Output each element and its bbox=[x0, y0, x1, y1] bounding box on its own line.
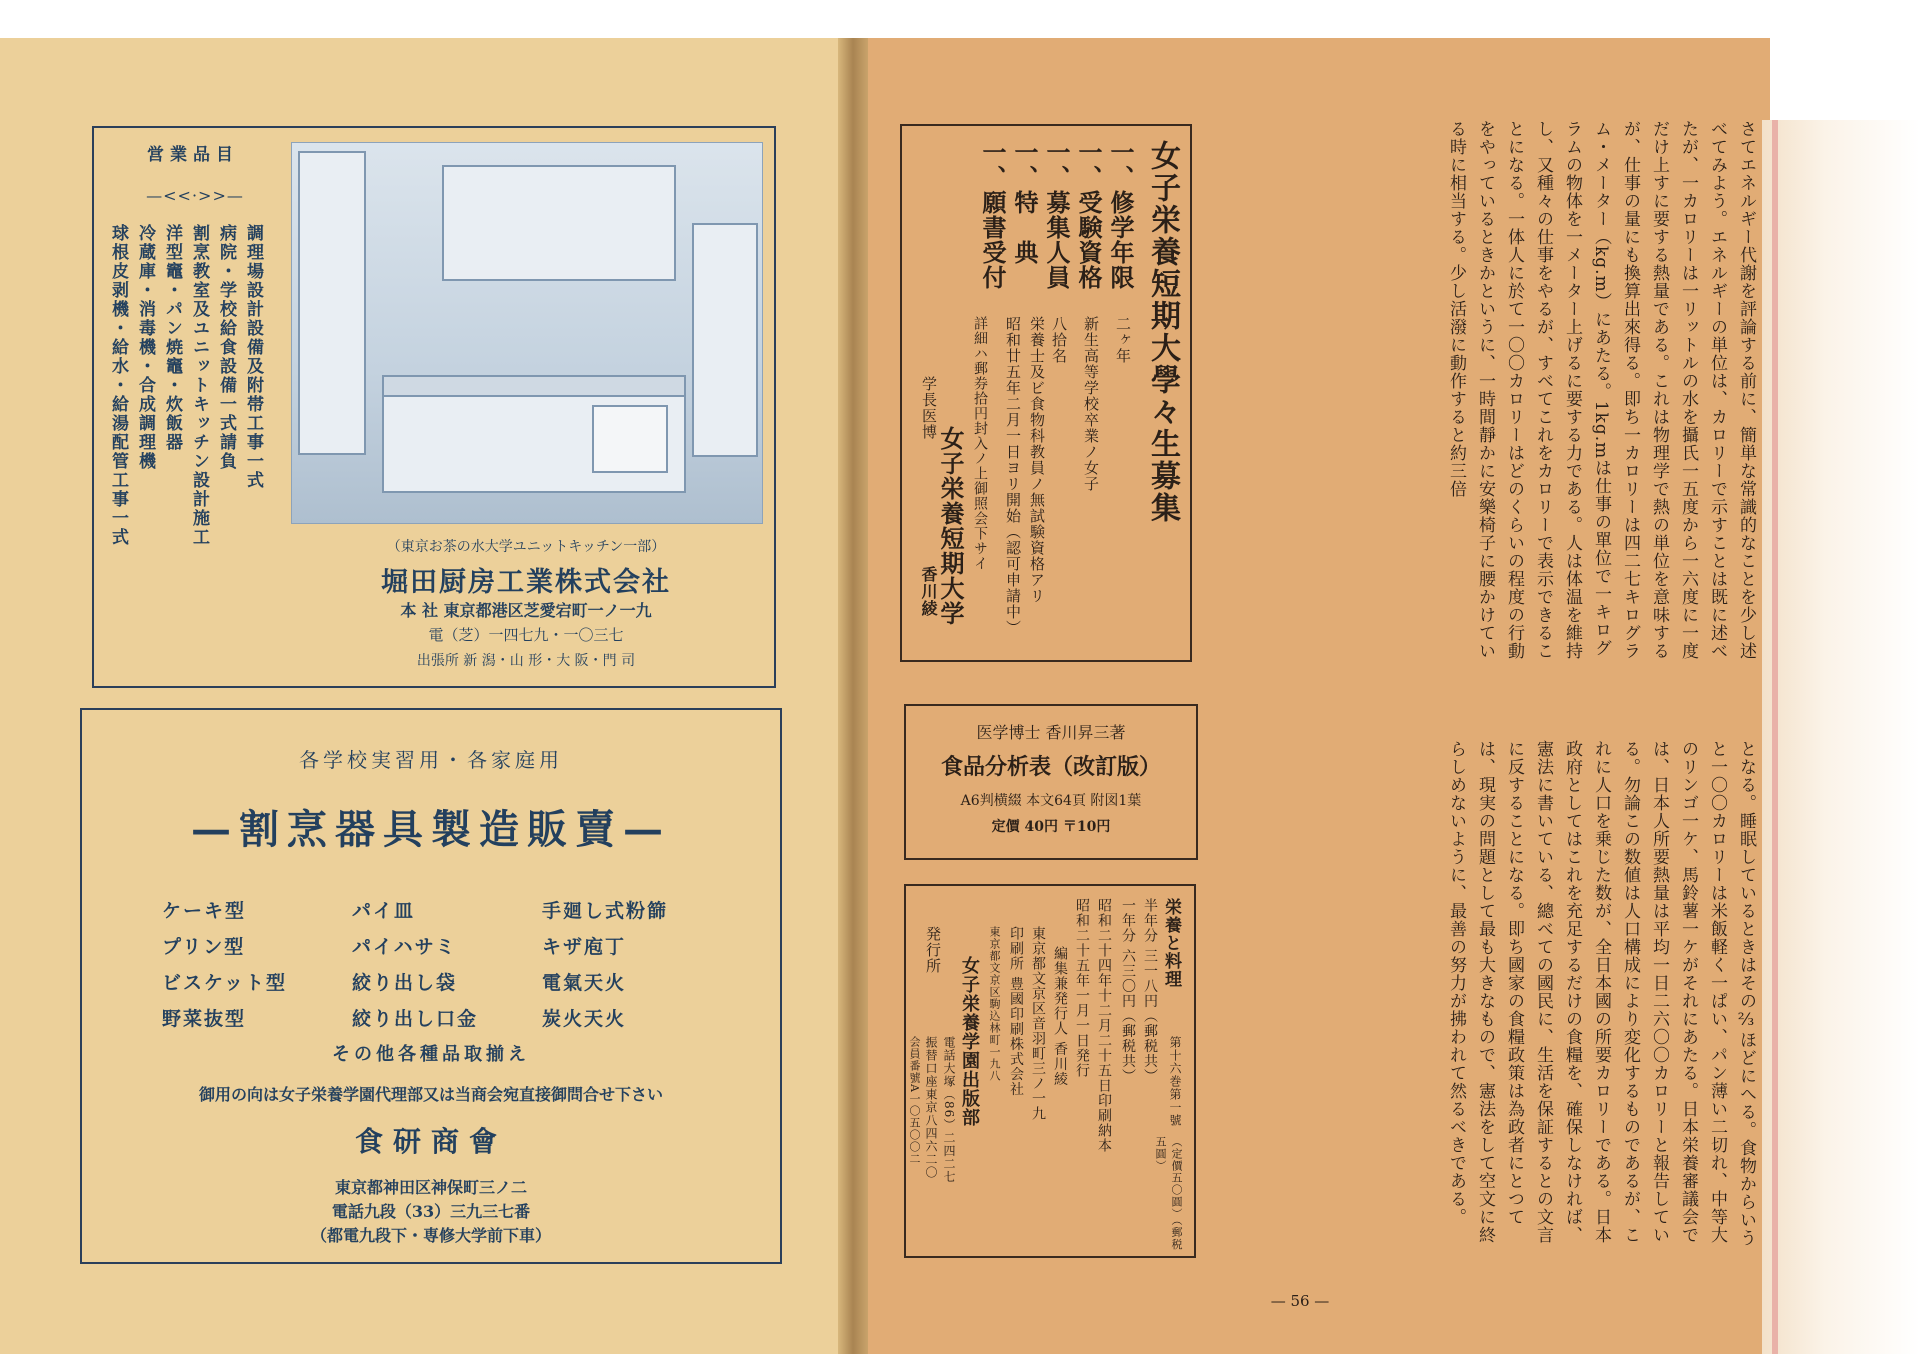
book-gutter bbox=[838, 38, 868, 1354]
recruit-heading: 一、願書受付 bbox=[978, 140, 1007, 290]
shop-phone: 電話九段（33）三九三七番 bbox=[331, 1202, 531, 1221]
product-row bbox=[162, 896, 732, 932]
member-number: 会員番號A一〇五〇〇二 bbox=[908, 1036, 921, 1165]
publisher-phone: 電話大塚（86）二四二七 bbox=[942, 1036, 956, 1184]
ad-headline: —割烹器具製造販賣— bbox=[191, 806, 671, 853]
book-price: 定價 40円 〒10円 bbox=[991, 819, 1111, 835]
photo-caption: （東京お茶の水大学ユニットキッチン一部） bbox=[386, 539, 666, 555]
cookware-ad bbox=[80, 708, 782, 1264]
product-row bbox=[162, 1004, 732, 1040]
publisher-name: 女子栄養学園出版部 bbox=[959, 956, 980, 1127]
business-item: 割烹教室及ユニットキッチン設計施工 bbox=[189, 224, 209, 547]
book-author: 医学博士 香川昇三著 bbox=[976, 723, 1126, 742]
recruit-heading: 一、募集人員 bbox=[1042, 140, 1071, 290]
one-year-price: 一年分 六三〇円（郵税共） bbox=[1120, 898, 1136, 1084]
product-name: キザ庖丁 bbox=[542, 936, 627, 958]
recruit-heading: 一、特 典 bbox=[1010, 140, 1039, 265]
issue-date: 昭和二十五年一月一日発行 bbox=[1074, 898, 1090, 1078]
recruitment-notice bbox=[900, 124, 1192, 662]
magazine-price-note: （定價五〇圓）（郵税五圓） bbox=[1154, 1136, 1183, 1251]
inquiry-note: 御用の向は女子栄養学園代理部又は当商会宛直接御問合せ下さい bbox=[198, 1085, 663, 1104]
oven-door bbox=[592, 405, 668, 473]
wall-cabinet bbox=[442, 165, 676, 281]
tall-cabinet-right bbox=[692, 223, 758, 457]
product-name: 野菜抜型 bbox=[162, 1008, 247, 1030]
publisher-address: 東京都文京区駒込林町一九八 bbox=[988, 926, 1001, 1082]
magazine-volume: 第十六巻第一號 bbox=[1168, 1036, 1182, 1127]
principal-name: 香川綾 bbox=[919, 566, 938, 617]
school-name: 女子栄養短期大学 bbox=[936, 426, 965, 626]
business-item: 洋型竈・パン焼竈・炊飯器 bbox=[162, 224, 182, 452]
print-date: 昭和二十四年十二月二十五日印刷納本 bbox=[1096, 898, 1112, 1153]
recruit-heading: 一、受験資格 bbox=[1074, 140, 1103, 290]
article-text-top: さてエネルギー代謝を評論する前に、簡単な常識的なことを少し述べてみよう。エネルギーの単位は、カロリーで示すことは既に述べたが、一カロリーは一リットルの水を攝氏一五度から一六度に一度だけ上すに要する熱量である。これは物理学で熱の単位を意味するが、仕事の量にも換算出來得る。即ち一カロリーは四二七キログラム・メーター（kg.m）にあたる。1kg.mは仕事の單位で一キログラムの物体を一メーター上げるに要する力である。人は体温を維持し、又種々の仕事をやるが、すべてこれをカロリーで表示できることになる。一体人に於て一〇〇カロリーはどのくらいの程度の行動をやっているときかというに、一時間靜かに安樂椅子に腰かけている時に相当する。少し活潑に動作すると約三倍 bbox=[1446, 120, 1756, 660]
branch-offices: 出張所 新 潟・山 形・大 阪・門 司 bbox=[416, 653, 636, 669]
business-item: 病院・学校給食設備一式請負 bbox=[216, 224, 236, 471]
recruit-detail: 八拾名 bbox=[1050, 316, 1068, 364]
magazine-title: 栄養と料理 bbox=[1161, 898, 1181, 988]
article-text-bottom: となる。睡眠しているときはその⅔ほどにへる。食物からいうと一〇〇カロリーは米飯軽く一ぱい、パン薄い二切れ、中等大のリンゴ一ケ、馬鈴薯一ケがそれにあたる。日本栄養審議会では、日本人所要熱量は平均一日二六〇〇カロリーと報告している。勿論この数値は人口構成により変化するものであるが、これに人口を乗じた数が、全日本國の所要カロリーである。日本政府としてはこれを充足するだけの食糧を、確保しなければ、憲法に書いている、總べての國民に、生活を保証するとの文言に反することになる。即ち國家の食糧政策は為政者にとつては、現実の問題として最も大きなもので、憲法をして空文に終らしめないように、最善の努力が拂われて然るべきである。 bbox=[1446, 740, 1756, 1247]
cover-edge bbox=[1772, 120, 1778, 1354]
principal-label: 学長医博 bbox=[920, 376, 938, 440]
editor-address: 東京都文京区音羽町三ノ一九 bbox=[1030, 926, 1046, 1121]
shop-name: 食研商會 bbox=[354, 1125, 507, 1158]
shop-directions: （都電九段下・専修大学前下車） bbox=[310, 1226, 551, 1245]
recruit-detail: 二ヶ年 bbox=[1114, 316, 1132, 364]
product-grid bbox=[162, 896, 732, 1040]
company-address: 本 社 東京都港区芝愛宕町一ノ一九 bbox=[400, 601, 652, 620]
recruit-detail: 昭和廿五年二月一日ヨリ開始（認可申請中） bbox=[1004, 316, 1022, 636]
business-items-list bbox=[104, 224, 266, 584]
half-year-price: 半年分 三一八円（郵税共） bbox=[1142, 898, 1158, 1084]
product-name: 炭火天火 bbox=[542, 1008, 627, 1030]
colophon bbox=[904, 884, 1196, 1258]
recruit-detail: 栄養士及ビ食物科教員ノ無試験資格アリ bbox=[1028, 316, 1046, 604]
recruit-note: 詳細ハ郵券拾円封入ノ上御照会下サイ bbox=[972, 316, 988, 571]
product-row bbox=[162, 932, 732, 968]
company-phone: 電（芝）一四七九・一〇三七 bbox=[428, 626, 624, 644]
page-edges bbox=[1762, 120, 1920, 1354]
business-item: 調理場設計設備及附帯工事一式 bbox=[243, 224, 263, 490]
kitchen-equipment-ad bbox=[92, 126, 776, 688]
company-name: 堀田厨房工業株式会社 bbox=[381, 567, 671, 598]
business-item: 冷蔵庫・消毒機・合成調理機 bbox=[135, 224, 155, 471]
shop-info bbox=[82, 1176, 780, 1248]
product-name: 絞り出し袋 bbox=[352, 972, 458, 994]
product-name: ビスケット型 bbox=[162, 972, 288, 994]
book-title: 食品分析表（改訂版） bbox=[940, 754, 1161, 780]
book-ad bbox=[904, 704, 1198, 860]
product-name: 絞り出し口金 bbox=[352, 1008, 479, 1030]
product-row bbox=[162, 968, 732, 1004]
book-format: A6判横綴 本文64頁 附図1葉 bbox=[960, 793, 1142, 809]
printer: 印刷所 豊國印刷株式会社 bbox=[1008, 926, 1024, 1097]
page-number: — 56 — bbox=[1270, 1292, 1330, 1310]
product-name: パイハサミ bbox=[352, 936, 457, 958]
business-items-title: 営業品目 bbox=[147, 145, 239, 165]
product-name: 手廻し式粉篩 bbox=[542, 900, 669, 922]
shop-address: 東京都神田区神保町三ノ二 bbox=[334, 1178, 527, 1197]
recruit-heading: 一、修学年限 bbox=[1106, 140, 1135, 290]
ornament-divider: —<<·>>— bbox=[146, 186, 244, 205]
product-name: ケーキ型 bbox=[162, 900, 247, 922]
publisher-account: 振替口座東京八四六二〇 bbox=[924, 1036, 938, 1179]
recruit-detail: 新生高等学校卒業ノ女子 bbox=[1082, 316, 1100, 492]
ad-subtitle: 各学校実習用・各家庭用 bbox=[299, 748, 563, 772]
other-items-note: その他各種品取揃え bbox=[332, 1044, 530, 1065]
kitchen-photo bbox=[291, 142, 763, 524]
editor: 編集兼発行人 香川綾 bbox=[1052, 946, 1068, 1087]
product-name: パイ皿 bbox=[352, 900, 416, 922]
product-name: 電氣天火 bbox=[542, 972, 627, 994]
publisher-label: 発行所 bbox=[924, 926, 942, 974]
recruitment-title: 女子栄養短期大學々生募集 bbox=[1145, 140, 1180, 524]
business-item: 球根皮剥機・給水・給湯配管工事一式 bbox=[108, 224, 128, 547]
product-name: プリン型 bbox=[162, 936, 246, 958]
tall-cabinet-left bbox=[298, 151, 366, 455]
